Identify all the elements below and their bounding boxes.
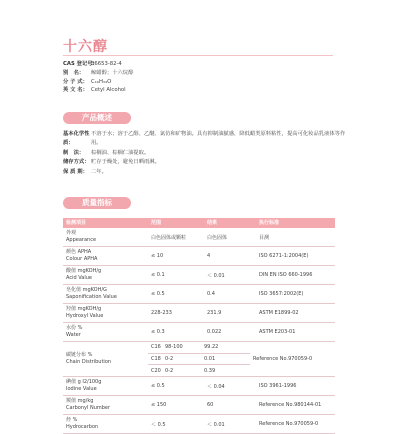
summary-row (63, 130, 348, 149)
summary-value: 棕榈油、棕榈仁油提取。 (91, 149, 150, 156)
result-cell: ＜ 0.01 (207, 421, 225, 428)
item-cell (63, 268, 148, 281)
info-value: Cetyl Alcohol (91, 87, 126, 94)
summary-label: 保 质 期： (63, 168, 88, 175)
result-cell: 白色固体 (207, 234, 228, 241)
summary-value: 二年。 (91, 168, 107, 175)
info-row (63, 69, 333, 78)
info-value: 36653-82-4 (91, 61, 122, 67)
result-cell: ＜ 0.01 (207, 272, 225, 279)
header-item: 检测项目 (66, 220, 87, 226)
info-value: C₁₆H₃₄O (91, 78, 112, 85)
standard-cell: ASTM E1899-02 (259, 310, 299, 316)
table-row (63, 247, 335, 266)
chain-carbon: C16 (151, 344, 161, 351)
info-row (63, 78, 333, 87)
summary-value: 贮存于燥处，避免日晒雨淋。 (91, 159, 160, 166)
range-cell: ≤ 150 (151, 402, 167, 408)
standard-cell: Reference No.970059-0 (253, 356, 313, 362)
chain-range: 98-100 (165, 344, 183, 351)
item-cell (63, 398, 148, 411)
item-en: Saponification Value (66, 294, 117, 300)
item-en: Water (66, 332, 81, 338)
standard-cell: DIN EN ISO 660-1996 (259, 272, 313, 278)
summary-value: 不溶于水；溶于乙醇、乙醚、氯仿和矿物油。具有抑制油腻感，降低蜡类原料粘性，提高可化妆品乳液体等作用。 (91, 131, 346, 147)
table-row (63, 377, 335, 396)
item-cn: 颜色 APHA (66, 249, 92, 256)
item-cn: 外观 (66, 230, 77, 237)
summary-row (63, 149, 348, 158)
chain-carbon: C20 (151, 367, 161, 374)
info-label: 别 名： (63, 69, 85, 76)
item-cn: 碘值 g I2/100g (66, 379, 102, 386)
basic-info (63, 60, 333, 95)
range-cell: 228-233 (151, 310, 172, 316)
chain-value: 0.39 (204, 367, 216, 374)
title-divider (63, 55, 333, 56)
standard-cell: Reference No.980144-01 (259, 402, 322, 408)
item-cell (63, 287, 148, 300)
table-row (63, 266, 335, 285)
table-row (63, 304, 335, 323)
standard-cell: ISO 6271-1:2004(E) (259, 253, 309, 259)
info-value: 鲸蜡醇；十六烷醇 (91, 69, 134, 76)
table-row (63, 323, 335, 342)
table-header (63, 218, 335, 228)
section-quality-bar (63, 197, 131, 209)
result-cell: 4 (207, 253, 211, 259)
section-overview-bar (63, 112, 131, 124)
header-result: 结果 (207, 220, 218, 226)
product-summary (63, 130, 348, 177)
item-cn: 水份 % (66, 325, 83, 332)
result-cell: 0.4 (207, 291, 215, 297)
standard-cell: ISO 3657:2002(E) (259, 291, 304, 297)
info-row (63, 86, 333, 95)
header-range: 范围 (151, 220, 162, 226)
section-overview-title: 产品概述 (82, 113, 112, 122)
range-cell: ＜ 0.5 (151, 421, 166, 428)
info-label: 英 文 名： (63, 87, 88, 94)
item-cell (63, 417, 148, 430)
result-cell: 231.9 (207, 310, 222, 316)
item-en: Hydrocarbon (66, 424, 99, 430)
chain-range: 0-2 (165, 356, 174, 362)
chain-carbon: C18 (151, 356, 161, 362)
table-row (63, 285, 335, 304)
table-row (63, 396, 335, 415)
range-cell: ≤ 0.5 (151, 383, 165, 389)
result-cell (201, 342, 250, 376)
range-cell: ≤ 0.3 (151, 329, 165, 335)
item-en: Acid Value (66, 275, 92, 281)
item-cell (63, 352, 148, 365)
section-quality-title: 质量指标 (82, 198, 112, 207)
item-cn: 碳链分布 % (66, 352, 93, 359)
summary-label: 基本化学性质： (63, 131, 90, 147)
table-row (63, 228, 335, 247)
summary-label: 制 法： (63, 149, 85, 156)
range-cell: ≤ 10 (151, 253, 164, 259)
range-cell: 白色固体或颗粒 (151, 234, 187, 241)
item-cell (63, 249, 148, 262)
chain-sub-range (148, 354, 201, 366)
standard-cell: Reference No.970059-0 (259, 421, 319, 427)
item-en: Iodine Value (66, 386, 97, 392)
item-cn: 烃 % (66, 417, 78, 424)
info-label: CAS 登记号： (63, 61, 98, 67)
chain-sub-range (148, 365, 201, 376)
range-cell: ≤ 0.1 (151, 272, 165, 278)
range-cell (148, 342, 201, 376)
item-en: Appearance (66, 237, 97, 243)
info-label: 分 子 式： (63, 78, 88, 85)
item-en: Hydroxyl Value (66, 313, 104, 319)
chain-value: 99.22 (201, 342, 250, 354)
item-cn: 羟值 mgKOH/g (66, 306, 102, 313)
item-cn: 羰值 mg/kg (66, 398, 94, 405)
table-row (63, 415, 335, 434)
standard-cell: ISO 3961-1996 (259, 383, 297, 389)
item-cell (63, 325, 148, 338)
standard-cell: 目测 (259, 234, 270, 241)
item-en: Carbonyl Number (66, 405, 111, 411)
range-cell: ≤ 0.5 (151, 291, 165, 297)
header-standard: 执行标准 (259, 220, 280, 226)
item-en: Chain Distribution (66, 359, 112, 365)
item-en: Colour APHA (66, 256, 98, 262)
item-cn: 酸值 mgKOH/g (66, 268, 102, 275)
chain-value: 0.01 (201, 354, 250, 366)
product-title: 十六醇 (63, 39, 108, 55)
info-row (63, 60, 333, 69)
chain-sub-range (148, 342, 201, 354)
item-cn: 皂化值 mgKOH/G (66, 287, 107, 294)
table-row-chain (63, 342, 335, 377)
item-cell (63, 306, 148, 319)
item-cell (63, 230, 148, 243)
summary-row (63, 158, 348, 167)
result-cell: ＜ 0.04 (207, 383, 225, 390)
standard-cell: ASTM E203-01 (259, 329, 296, 335)
summary-label: 储存方式： (63, 159, 90, 166)
result-cell: 60 (207, 402, 214, 408)
chain-range: 0-2 (165, 367, 174, 374)
result-cell: 0.022 (207, 329, 222, 335)
summary-row (63, 168, 348, 177)
item-cell (63, 379, 148, 392)
quality-table (63, 218, 335, 434)
